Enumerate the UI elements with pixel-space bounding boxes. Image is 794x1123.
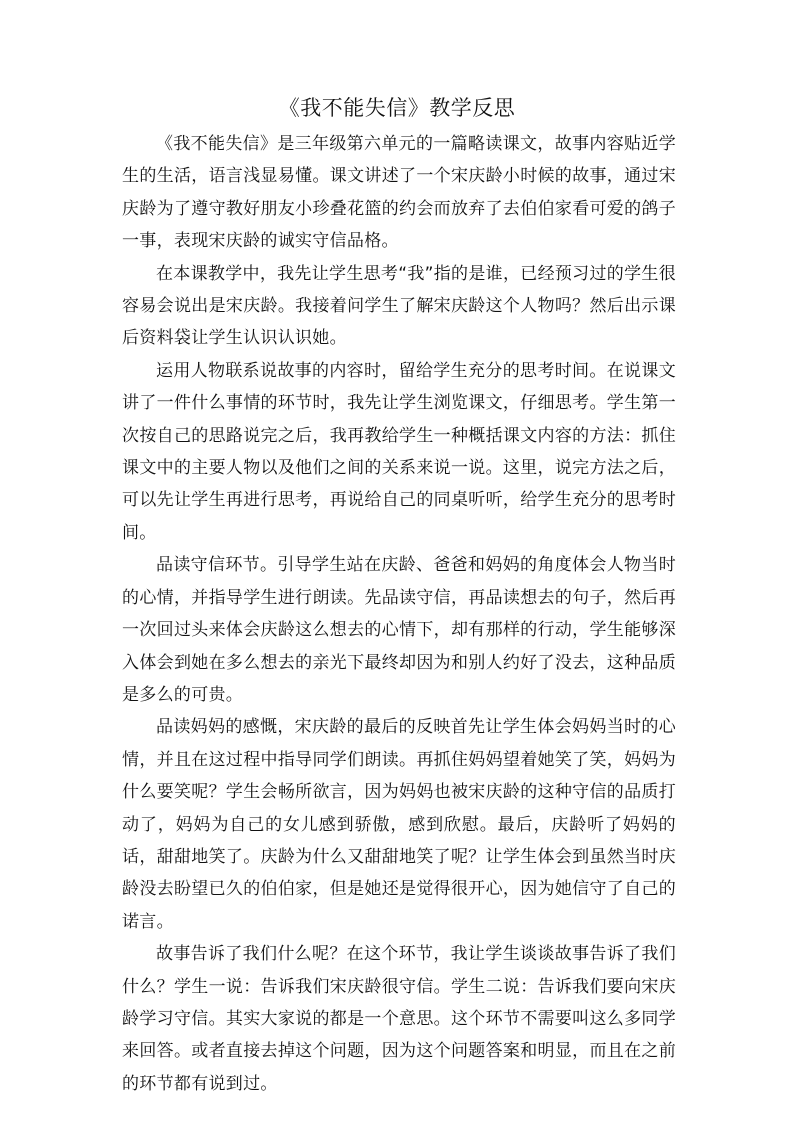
document-title: 《我不能失信》教学反思 xyxy=(278,96,516,120)
paragraph-intro: 《我不能失信》是三年级第六单元的一篇略读课文，故事内容贴近学生的生活，语言浅显易懂。课文讲述了一个宋庆龄小时候的故事，通过宋庆龄为了遵守教好朋友小珍叠花篮的约会而放弃了去伯伯家看可爱的鸽子一事，表现宋庆龄的诚实守信品格。 xyxy=(122,134,676,252)
paragraph-story-lesson: 故事告诉了我们什么呢？在这个环节，我让学生谈谈故事告诉了我们什么？学生一说：告诉我们宋庆龄很守信。学生二说：告诉我们要向宋庆龄学习守信。其实大家说的都是一个意思。这个环节不需要叫这么多同学来回答。或者直接去掉这个问题，因为这个问题答案和明显，而且在之前的环节都有说到过。 xyxy=(122,944,676,1094)
paragraph-opening-question: 在本课教学中，我先让学生思考“我”指的是谁，已经预习过的学生很容易会说出是宋庆龄。我接着问学生了解宋庆龄这个人物吗？然后出示课后资料袋让学生认识认识她。 xyxy=(122,263,676,349)
paragraph-retelling-method: 运用人物联系说故事的内容时，留给学生充分的思考时间。在说课文讲了一件什么事情的环节时，我先让学生浏览课文，仔细思考。学生第一次按自己的思路说完之后，我再教给学生一种概括课文内容的方法：抓住课文中的主要人物以及他们之间的关系来说一说。这里，说完方法之后，可以先让学生再进行思考，再说给自己的同桌听听，给学生充分的思考时间。 xyxy=(122,360,676,543)
paragraph-keeping-promise: 品读守信环节。引导学生站在庆龄、爸爸和妈妈的角度体会人物当时的心情，并指导学生进行朗读。先品读守信，再品读想去的句子，然后再一次回过头来体会庆龄这么想去的心情下，却有那样的行动，学生能够深入体会到她在多么想去的亲光下最终却因为和别人约好了没去，这种品质是多么的可贵。 xyxy=(122,555,676,705)
paragraph-mother-reaction: 品读妈妈的感慨，宋庆龄的最后的反映首先让学生体会妈妈当时的心情，并且在这过程中指导同学们朗读。再抓住妈妈望着她笑了笑，妈妈为什么要笑呢？学生会畅所欲言，因为妈妈也被宋庆龄的这种守信的品质打动了，妈妈为自己的女儿感到骄傲，感到欣慰。最后，庆龄听了妈妈的话，甜甜地笑了。庆龄为什么又甜甜地笑了呢？让学生体会到虽然当时庆龄没去盼望已久的伯伯家，但是她还是觉得很开心，因为她信守了自己的诺言。 xyxy=(122,717,676,932)
document-body xyxy=(122,128,676,1100)
